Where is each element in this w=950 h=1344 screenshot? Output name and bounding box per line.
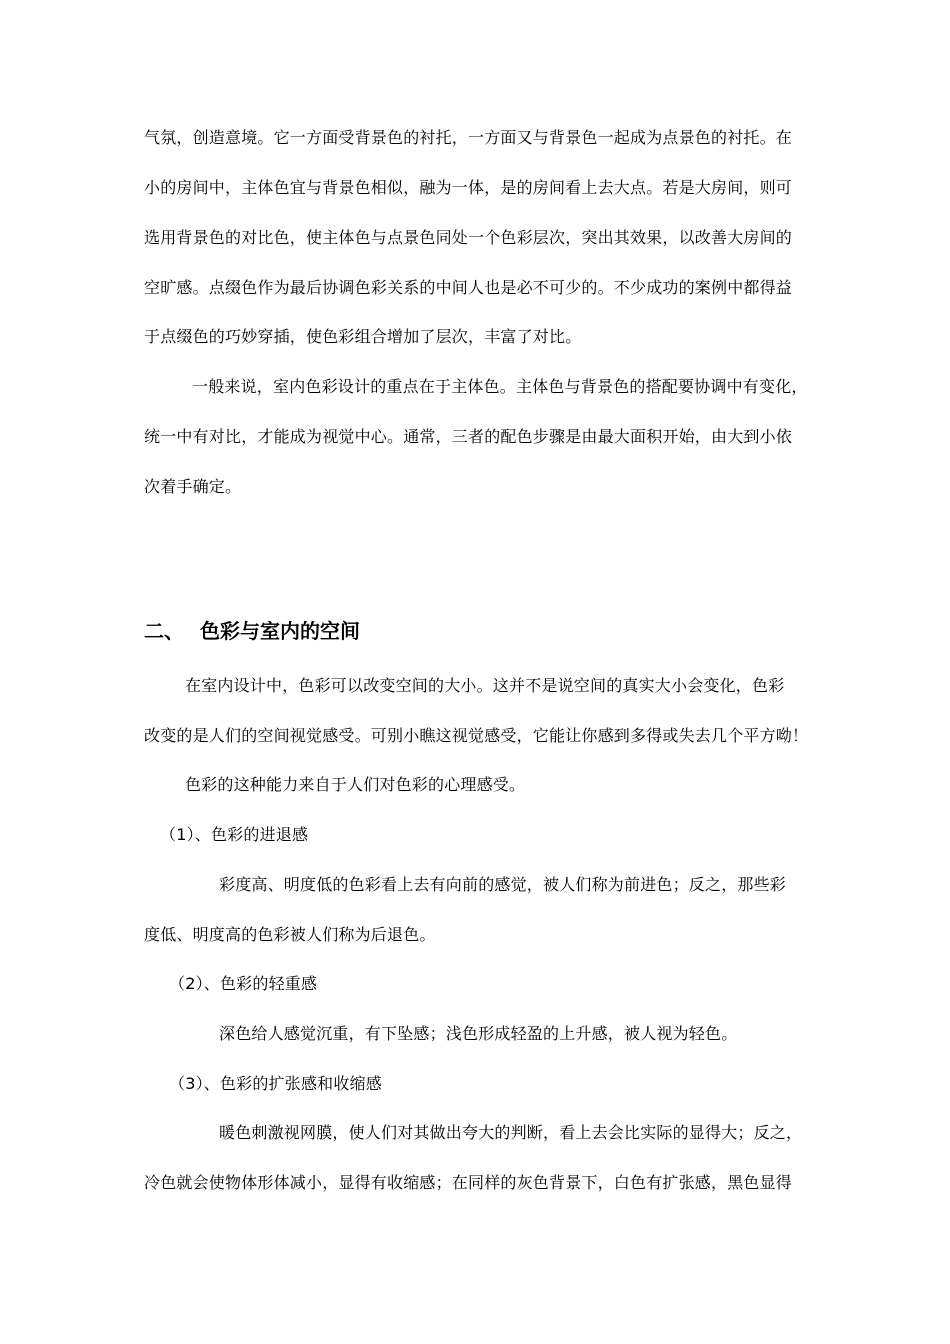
section-number: 二、	[144, 619, 184, 643]
item-heading: （2）、色彩的轻重感	[169, 974, 318, 993]
section-heading	[144, 618, 360, 644]
paragraph-line: 次着手确定。	[144, 477, 242, 496]
section-title: 色彩与室内的空间	[200, 619, 360, 643]
paragraph-line: 度低、明度高的色彩被人们称为后退色。	[144, 925, 436, 944]
paragraph-line: 统一中有对比，才能成为视觉中心。通常，三者的配色步骤是由最大面积开始，由大到小依	[144, 427, 793, 446]
paragraph-line: 气氛，创造意境。它一方面受背景色的衬托，一方面又与背景色一起成为点景色的衬托。在	[144, 128, 793, 147]
paragraph-line: 改变的是人们的空间视觉感受。可别小瞧这视觉感受，它能让你感到多得或失去几个平方呦！	[144, 726, 809, 745]
paragraph-line: 空旷感。点缀色作为最后协调色彩关系的中间人也是必不可少的。不少成功的案例中都得益	[144, 278, 793, 297]
paragraph-line: 于点缀色的巧妙穿插，使色彩组合增加了层次，丰富了对比。	[144, 327, 582, 346]
paragraph-line: 彩度高、明度低的色彩看上去有向前的感觉，被人们称为前进色；反之，那些彩	[219, 875, 787, 894]
item-heading: （3）、色彩的扩张感和收缩感	[169, 1074, 382, 1093]
paragraph-line: 冷色就会使物体形体减小，显得有收缩感；在同样的灰色背景下，白色有扩张感，黑色显得	[144, 1173, 793, 1192]
paragraph-line: 小的房间中，主体色宜与背景色相似，融为一体，是的房间看上去大点。若是大房间，则可	[144, 178, 793, 197]
paragraph-line: 色彩的这种能力来自于人们对色彩的心理感受。	[185, 775, 526, 794]
paragraph-line: 暖色刺激视网膜，使人们对其做出夸大的判断，看上去会比实际的显得大；反之，	[219, 1123, 803, 1142]
paragraph-line: 在室内设计中，色彩可以改变空间的大小。这并不是说空间的真实大小会变化，色彩	[185, 676, 785, 695]
paragraph-line: 一般来说，室内色彩设计的重点在于主体色。主体色与背景色的搭配要协调中有变化，	[192, 377, 808, 396]
paragraph-line: 选用背景色的对比色，使主体色与点景色同处一个色彩层次，突出其效果，以改善大房间的	[144, 228, 793, 247]
paragraph-line: 深色给人感觉沉重，有下坠感；浅色形成轻盈的上升感，被人视为轻色。	[219, 1024, 738, 1043]
item-heading: （1）、色彩的进退感	[160, 825, 309, 844]
